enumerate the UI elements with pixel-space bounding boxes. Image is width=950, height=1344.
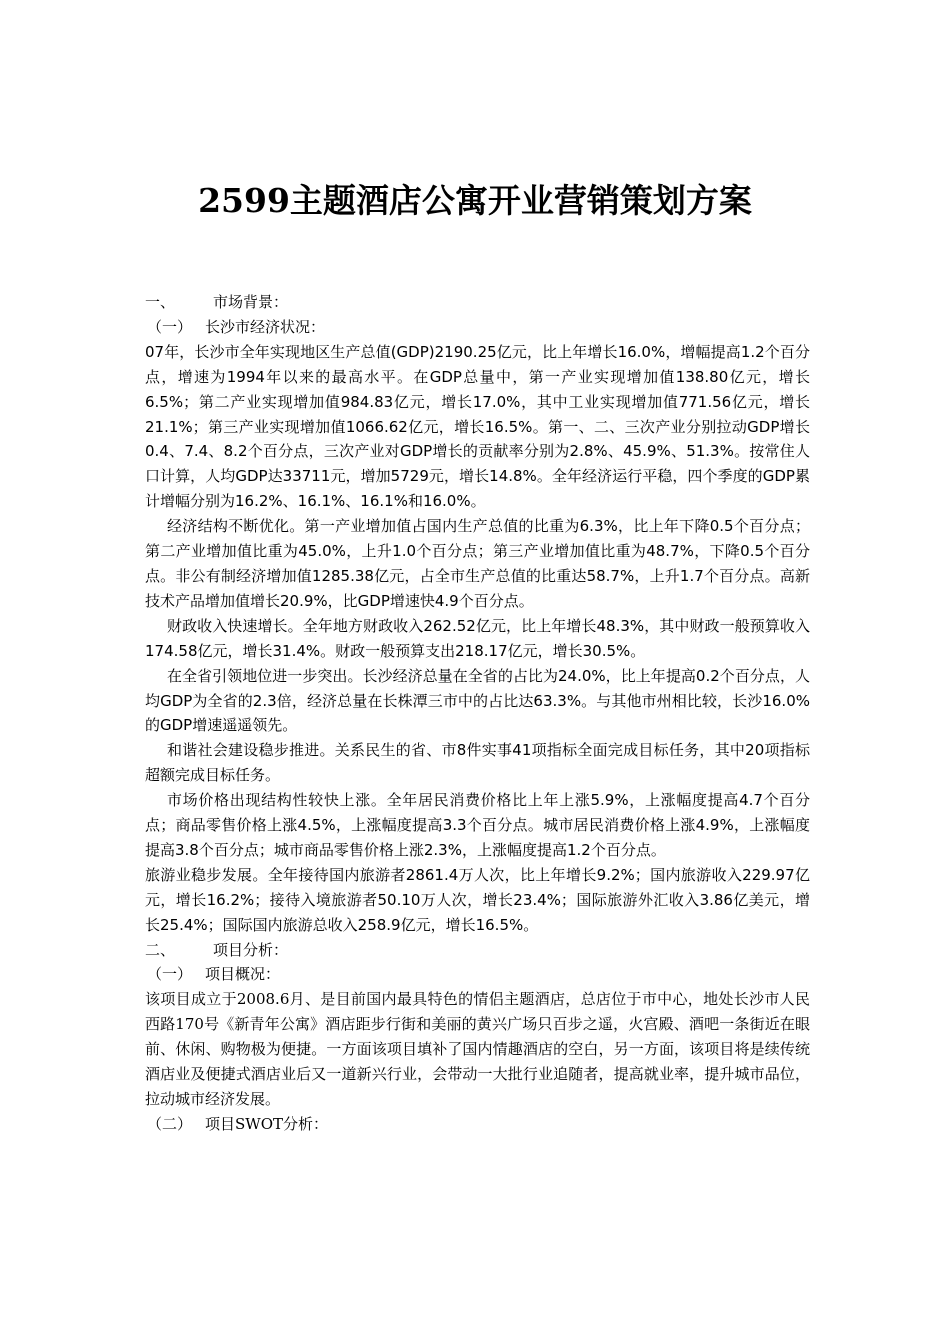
subsection-heading-overview — [145, 962, 810, 987]
section-heading-market — [145, 290, 810, 315]
section-number: 一、 — [145, 293, 176, 311]
paragraph-tourism: 旅游业稳步发展。全年接待国内旅游者2861.4万人次，比上年增长9.2%；国内旅游收入229.97亿元，增长16.2%；接待入境旅游者50.10万人次，增长23.4%；国际旅游外汇收入3.86亿美元，增长25.4%；国际国内旅游总收入258.9亿元，增长16.5%。 — [145, 865, 810, 934]
paragraph-gdp: 07年，长沙市全年实现地区生产总值(GDP)2190.25亿元，比上年增长16.0%，增幅提高1.2个百分点，增速为1994年以来的最高水平。在GDP总量中，第一产业实现增加值138.80亿元，增长6.5%；第二产业实现增加值984.83亿元，增长17.0%，其中工业实现增加值771.56亿元，增长21.1%；第三产业实现增加值1066.62亿元，增长16.5%。第一、二、三次产业分别拉动GDP增长0.4、7.4、8.2个百分点，三次产业对GDP增长的贡献率分别为2.8%、45.9%、51.3%。按常住人口计算，人均GDP达33711元，增加5729元，增长14.8%。全年经济运行平稳，四个季度的GDP累计增幅分别为16.2%、16.1%、16.1%和16.0%。 — [145, 342, 810, 511]
paragraph-structure: 经济结构不断优化。第一产业增加值占国内生产总值的比重为6.3%，比上年下降0.5个百分点；第二产业增加值比重为45.0%，上升1.0个百分点；第三产业增加值比重为48.7%，下降0.5个百分点。非公有制经济增加值1285.38亿元，占全市生产总值的比重达58.7%，上升1.7个百分点。高新技术产品增加值增长20.9%，比GDP增速快4.9个百分点。 — [145, 517, 810, 610]
subsection-label: 项目概况： — [205, 965, 281, 984]
subsection-number: （一） — [147, 965, 193, 984]
section-number: 二、 — [145, 940, 176, 959]
subsection-number: （二） — [147, 1114, 193, 1133]
section-label: 市场背景： — [213, 293, 289, 311]
subsection-label: 长沙市经济状况： — [205, 317, 326, 336]
paragraph-project-overview: 该项目成立于2008.6月、是目前国内最具特色的情侣主题酒店，总店位于市中心，地处长沙市人民西路170号《新青年公寓》酒店距步行街和美丽的黄兴广场只百步之遥，火宫殿、酒吧一条街近在眼前、休闲、购物极为便捷。一方面该项目填补了国内情趣酒店的空白，另一方面，该项目将是续传统酒店业及便捷式酒店业后又一道新兴行业，会带动一大批行业追随者，提高就业率，提升城市品位，拉动城市经济发展。 — [145, 990, 810, 1108]
subsection-label: 项目SWOT分析： — [205, 1114, 328, 1133]
section-heading-project — [145, 938, 810, 963]
paragraph-prices: 市场价格出现结构性较快上涨。全年居民消费价格比上年上涨5.9%，上涨幅度提高4.7个百分点；商品零售价格上涨4.5%，上涨幅度提高3.3个百分点。城市居民消费价格上涨4.9%，上涨幅度提高3.8个百分点；城市商品零售价格上涨2.3%，上涨幅度提高1.2个百分点。 — [145, 791, 810, 859]
paragraph-finance: 财政收入快速增长。全年地方财政收入262.52亿元，比上年增长48.3%，其中财政一般预算收入174.58亿元，增长31.4%。财政一般预算支出218.17亿元，增长30.5%。 — [145, 616, 810, 660]
document-body — [145, 290, 810, 1137]
section-label: 项目分析： — [213, 940, 289, 959]
paragraph-province: 在全省引领地位进一步突出。长沙经济总量在全省的占比为24.0%，比上年提高0.2个百分点，人均GDP为全省的2.3倍，经济总量在长株潭三市中的占比达63.3%。与其他市州相比较，长沙16.0%的GDP增速遥遥领先。 — [145, 666, 810, 735]
subsection-number: （一） — [147, 317, 193, 336]
subsection-heading-swot — [145, 1112, 810, 1137]
subsection-heading-economy — [145, 315, 810, 340]
paragraph-society: 和谐社会建设稳步推进。关系民生的省、市8件实事41项指标全面完成目标任务，其中20项指标超额完成目标任务。 — [145, 741, 810, 785]
document-title: 2599主题酒店公寓开业营销策划方案 — [198, 181, 752, 221]
